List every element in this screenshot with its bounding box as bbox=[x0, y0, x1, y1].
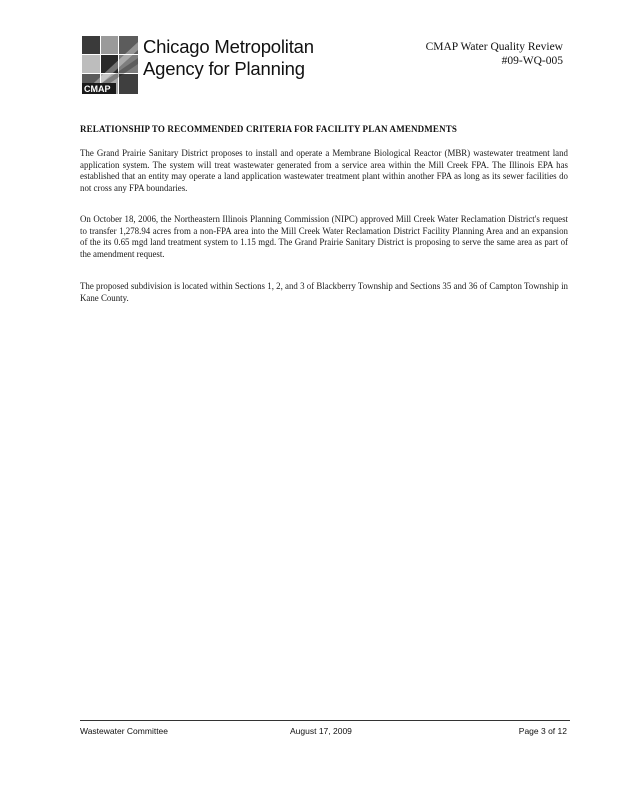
cmap-logo-icon bbox=[82, 36, 138, 94]
logo-text: CMAP bbox=[84, 84, 111, 94]
paragraph-2: On October 18, 2006, the Northeastern Illinois Planning Commission (NIPC) approved Mill Creek Water Reclamation District's request to transfer 1,278.94 acres from a non-FPA area into the Mill Creek Water Reclamation District Facility Planning Area and an expansion of the its 0.65 mgd land treatment system to 1.15 mgd. The Grand Prairie Sanitary District is proposing to serve the same area as part of the amendment request. bbox=[80, 214, 568, 259]
review-reference bbox=[426, 40, 563, 68]
footer-committee: Wastewater Committee bbox=[80, 726, 169, 736]
paragraph-1: The Grand Prairie Sanitary District proposes to install and operate a Membrane Biological Reactor (MBR) wastewater treatment land application system. The system will treat wastewater generated from a service area within the Mill Creek FPA. The Illinois EPA has established that an entity may operate a land application wastewater treatment plant within another FPA as long as its sewer facilities do not cross any FPA boundaries. bbox=[80, 148, 568, 193]
org-name-line1: Chicago Metropolitan bbox=[143, 36, 314, 57]
footer-page-number: Page 3 of 12 bbox=[518, 726, 567, 736]
organization-name bbox=[143, 36, 314, 80]
section-heading: RELATIONSHIP TO RECOMMENDED CRITERIA FOR FACILITY PLAN AMENDMENTS bbox=[80, 124, 458, 134]
footer-date: August 17, 2009 bbox=[290, 726, 352, 736]
org-name-line2: Agency for Planning bbox=[143, 58, 305, 79]
review-title: CMAP Water Quality Review bbox=[425, 41, 563, 53]
paragraph-3: The proposed subdivision is located within Sections 1, 2, and 3 of Blackberry Township and Sections 35 and 36 of Campton Township in Kane County. bbox=[80, 281, 568, 303]
review-number: #09-WQ-005 bbox=[501, 55, 563, 67]
footer-divider bbox=[80, 720, 570, 721]
